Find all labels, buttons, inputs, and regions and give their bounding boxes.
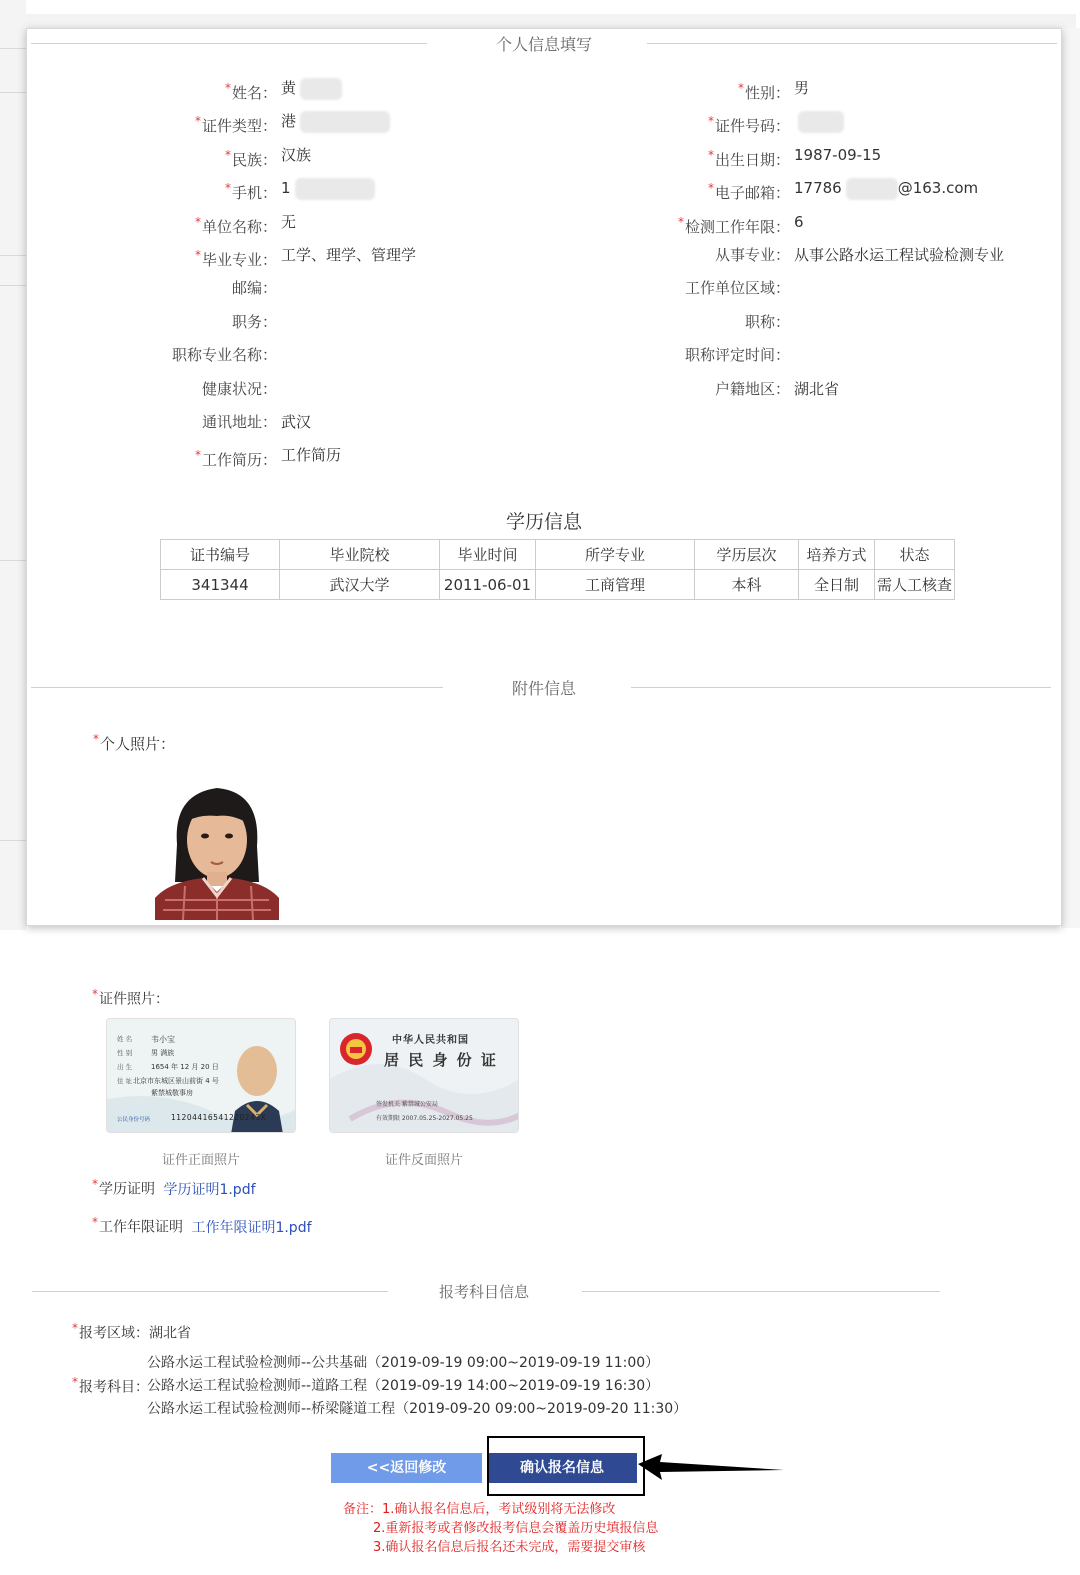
id-back-authority: 签发机关 紫禁城公安局 [376, 1101, 438, 1108]
exam-region-value: 湖北省 [149, 1325, 191, 1342]
id-front-number: 11204416541220243X [171, 1113, 267, 1122]
field-value: 从事公路水运工程试验检测专业 [794, 246, 1005, 264]
education-cell: 本科 [695, 570, 799, 600]
field-right-4 [27, 210, 1057, 234]
field-label: 户籍地区： [714, 379, 790, 398]
field-value: 汉族 [281, 145, 312, 164]
section-title-exam: 报考科目信息 [439, 1283, 530, 1301]
field-right-6 [27, 276, 1057, 300]
field-label: 从事专业： [714, 246, 790, 264]
field-value: 港 [281, 109, 390, 133]
field-right-8 [27, 343, 1057, 367]
field-value: 男 [794, 79, 810, 97]
field-label: *电子邮箱： [707, 181, 790, 203]
exam-region-label: 报考区域： [79, 1325, 149, 1342]
field-value: 无 [281, 212, 297, 231]
personal-photo-label: *个人照片： [93, 732, 176, 753]
field-right-9 [27, 377, 1057, 401]
education-cell: 工商管理 [536, 570, 695, 600]
field-value: 1 [281, 176, 375, 200]
field-value: 工作简历 [281, 446, 342, 465]
redacted-region [798, 111, 844, 133]
field-value: 6 [794, 212, 804, 231]
svg-text:公民身份号码: 公民身份号码 [117, 1117, 151, 1123]
education-header-cell: 学历层次 [695, 540, 799, 570]
education-cell: 全日制 [799, 570, 875, 600]
field-right-2 [27, 143, 1057, 167]
field-left-11 [27, 443, 1057, 470]
field-label: 工作单位区域： [684, 279, 790, 298]
personal-info-modal [26, 28, 1062, 926]
education-cell: 341344 [161, 570, 280, 600]
note-line-1: 备注：1.确认报名信息后，考试级别将无法修改 [343, 1502, 616, 1517]
id-front-birth: 1654 年 12 月 20 日 [151, 1063, 219, 1071]
svg-text:性 别: 性 别 [117, 1049, 133, 1057]
id-back-line2: 居 民 身 份 证 [384, 1051, 498, 1069]
exam-subject-label: *报考科目： [72, 1375, 149, 1396]
field-right-7 [27, 310, 1057, 334]
field-value: 17786 @163.com [794, 176, 978, 200]
exam-subject-1: 公路水运工程试验检测师--公共基础（2019-09-19 09:00~2019-09-19 11:00） [147, 1355, 660, 1371]
work-proof-label: 工作年限证明 [99, 1219, 183, 1236]
exam-subject-2: 公路水运工程试验检测师--道路工程（2019-09-19 14:00~2019-09-19 16:30） [147, 1378, 660, 1394]
education-header-cell: 状态 [875, 540, 955, 570]
id-card-front[interactable] [106, 1018, 296, 1133]
note-line-3: 3.确认报名信息后报名还未完成，需要提交审核 [373, 1540, 646, 1555]
id-front-caption: 证件正面照片 [161, 1153, 240, 1168]
exam-divider-right [582, 1291, 940, 1292]
background-page-right [1062, 28, 1080, 928]
field-right-0 [27, 76, 1057, 100]
id-card-back[interactable] [329, 1018, 519, 1133]
exam-divider-left [32, 1291, 388, 1292]
field-value [794, 109, 844, 133]
field-value: 武汉 [281, 413, 312, 431]
education-header-cell: 毕业时间 [440, 540, 536, 570]
field-label: *民族： [224, 147, 277, 169]
personal-photo [155, 774, 279, 920]
field-label: 健康状况： [201, 379, 277, 398]
education-header-cell: 培养方式 [799, 540, 875, 570]
education-header-row [161, 540, 955, 570]
education-header-cell: 所学专业 [536, 540, 695, 570]
education-header-cell: 证书编号 [161, 540, 280, 570]
field-right-1 [27, 109, 1057, 136]
back-to-edit-button[interactable]: <<返回修改 [331, 1453, 482, 1483]
highlight-box [487, 1436, 645, 1496]
field-label: *证件类型： [194, 114, 277, 136]
svg-text:住 址: 住 址 [117, 1077, 133, 1085]
field-label: *性别： [737, 81, 790, 102]
redacted-region [846, 178, 898, 200]
field-value: 湖北省 [794, 379, 840, 398]
field-label: 邮编： [231, 279, 277, 298]
field-label: *出生日期： [707, 147, 790, 169]
field-label: *检测工作年限： [677, 214, 790, 236]
section-title-attachments: 附件信息 [511, 679, 576, 698]
field-label: 职称： [744, 312, 790, 331]
education-cell: 2011-06-01 [440, 570, 536, 600]
id-back-validity: 有效期限 2007.05.25-2027.05.25 [376, 1115, 473, 1122]
id-photo-label: *证件照片： [92, 987, 169, 1008]
field-label: *手机： [224, 181, 277, 203]
note-line-2: 2.重新报考或者修改报考信息会覆盖历史填报信息 [373, 1521, 659, 1536]
education-table [160, 539, 955, 600]
background-page-left [0, 0, 26, 930]
work-proof-row: *工作年限证明 工作年限证明1.pdf [92, 1215, 312, 1236]
field-value: 工学、理学、管理学 [281, 246, 417, 264]
education-cell: 需人工核查 [875, 570, 955, 600]
field-right-5 [27, 243, 1057, 267]
exam-subject-3: 公路水运工程试验检测师--桥梁隧道工程（2019-09-20 09:00~2019-09-20 11:30） [147, 1401, 688, 1417]
education-cell: 武汉大学 [280, 570, 440, 600]
field-label: *单位名称： [194, 214, 277, 236]
id-back-line1: 中华人民共和国 [392, 1035, 469, 1046]
field-label: *毕业专业： [194, 248, 277, 269]
id-front-address: 北京市东城区景山前街 4 号 [133, 1077, 219, 1085]
field-label: 职称评定时间： [684, 346, 790, 365]
section-title-personal: 个人信息填写 [495, 35, 592, 54]
field-right-3 [27, 176, 1057, 203]
field-left-10 [27, 410, 1057, 434]
edu-proof-row: *学历证明 学历证明1.pdf [92, 1177, 256, 1198]
education-header-cell: 毕业院校 [280, 540, 440, 570]
education-title: 学历信息 [505, 511, 582, 533]
field-value: 1987-09-15 [794, 145, 882, 164]
id-back-caption: 证件反面照片 [384, 1153, 463, 1168]
field-label: 通讯地址： [201, 413, 277, 431]
work-proof-link[interactable]: 工作年限证明1.pdf [191, 1219, 312, 1236]
svg-text:姓 名: 姓 名 [117, 1035, 133, 1043]
edu-proof-label: 学历证明 [99, 1181, 155, 1198]
confirm-registration-button[interactable]: 确认报名信息 [487, 1453, 637, 1483]
field-label: *工作简历： [194, 448, 277, 470]
arrow-annotation-icon [636, 1450, 786, 1484]
svg-text:出 生: 出 生 [117, 1063, 133, 1071]
id-front-address-2: 紫禁城敬事房 [151, 1089, 193, 1097]
field-label: *证件号码： [707, 114, 790, 136]
field-label: 职称专业名称： [171, 346, 277, 365]
edu-proof-link[interactable]: 学历证明1.pdf [163, 1181, 256, 1198]
field-label: 职务： [231, 312, 277, 331]
id-front-sex: 男 满族 [151, 1049, 175, 1057]
id-front-name: 韦小宝 [151, 1035, 175, 1044]
exam-region: *报考区域：湖北省 [72, 1321, 191, 1342]
field-label: *姓名： [224, 81, 277, 102]
table-row [161, 570, 955, 600]
field-value: 黄 [281, 76, 342, 100]
